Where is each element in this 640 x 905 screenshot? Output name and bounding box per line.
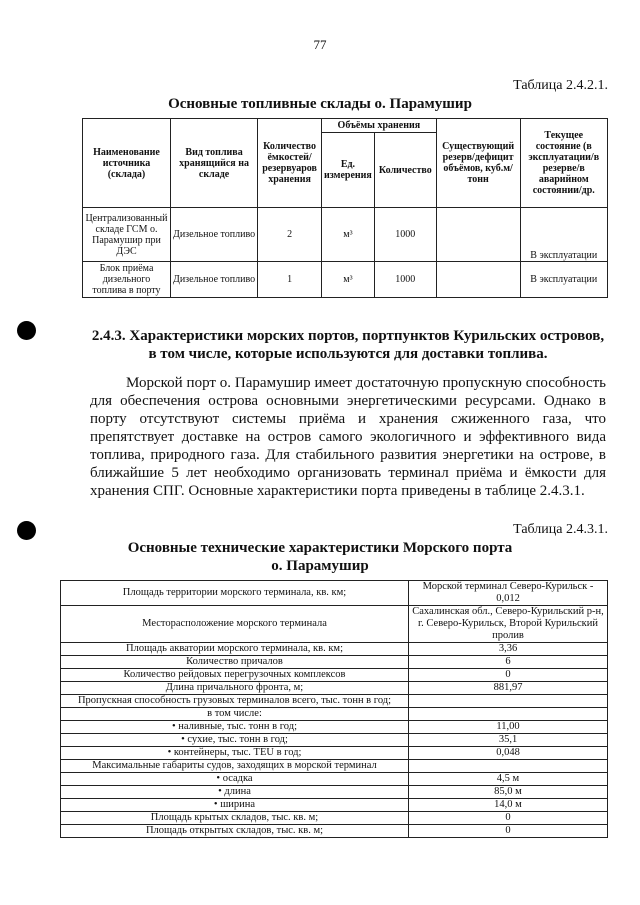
table1-caption: Таблица 2.4.2.1. <box>513 78 608 93</box>
row-value <box>409 760 608 773</box>
section-paragraph: Морской порт о. Парамушир имеет достаточную пропускную способность для обеспечения острова основными энергетическими ресурсами. Однако в порту отсутствуют системы приёма и хранения сжиженного газа, что препятствует доставке на остров самого экологичного и эффективного вида топлива, природного газа. Для стабильного развития энергетики на острове, в ближайшие 5 лет необходимо организовать терминал приёма и ёмкости для хранения СПГ. Основные характеристики порта приведены в таблице 2.4.3.1. <box>90 375 606 499</box>
row-label: Количество причалов <box>61 656 409 669</box>
row-value: Морской терминал Северо-Курильск - 0,012 <box>409 581 608 606</box>
header-count: Количество ёмкостей/ резервуаров хранения <box>258 119 322 208</box>
table-row <box>61 812 608 825</box>
header-name: Наименование источника (склада) <box>83 119 171 208</box>
header-existing: Существующий резерв/дефицит объёмов, куб.м/тонн <box>436 119 520 208</box>
row-label: Площадь акватории морского терминала, кв. км; <box>61 643 409 656</box>
header-qty: Количество <box>374 133 436 208</box>
margin-dot <box>17 521 36 540</box>
row-label: • сухие, тыс. тонн в год; <box>61 734 409 747</box>
table-row <box>61 606 608 643</box>
table-row <box>61 581 608 606</box>
row-value: 3,36 <box>409 643 608 656</box>
row-value: 6 <box>409 656 608 669</box>
table2-caption: Таблица 2.4.3.1. <box>513 522 608 537</box>
table2-title-line1: Основные технические характеристики Морского порта <box>127 540 513 556</box>
margin-dot <box>17 321 36 340</box>
table-row: Блок приёма дизельного топлива в порту Дизельное топливо 1 м³ 1000 В эксплуатации <box>83 262 608 298</box>
row-value: 35,1 <box>409 734 608 747</box>
row-value: 0 <box>409 669 608 682</box>
row-value: 11,00 <box>409 721 608 734</box>
row-value: 14,0 м <box>409 799 608 812</box>
table-row <box>61 825 608 838</box>
table-row <box>61 747 608 760</box>
row-value <box>409 695 608 708</box>
row-value: 0,048 <box>409 747 608 760</box>
row-value: 0 <box>409 825 608 838</box>
table-row <box>61 708 608 721</box>
fuel-depots-table <box>82 118 608 298</box>
port-characteristics-table <box>60 580 608 838</box>
row-label: • ширина <box>61 799 409 812</box>
table-row: Централизованный складе ГСМ о. Парамушир при ДЭС Дизельное топливо 2 м³ 1000 В эксплуатации <box>83 208 608 262</box>
row-label: Пропускная способность грузовых терминалов всего, тыс. тонн в год; <box>61 695 409 708</box>
row-label: Максимальные габариты судов, заходящих в морской терминал <box>61 760 409 773</box>
row-value: Сахалинская обл., Северо-Курильский р-н, г. Северо-Курильск, Второй Курильский пролив <box>409 606 608 643</box>
table-row <box>61 799 608 812</box>
header-unit: Ед. измерения <box>322 133 375 208</box>
row-value: 0 <box>409 812 608 825</box>
page-number: 77 <box>313 37 327 52</box>
row-label: • осадка <box>61 773 409 786</box>
row-label: Количество рейдовых перегрузочных комплексов <box>61 669 409 682</box>
table1-title: Основные топливные склады о. Парамушир <box>168 96 472 112</box>
row-value: 881,97 <box>409 682 608 695</box>
table-row <box>61 695 608 708</box>
row-label: • контейнеры, тыс. TEU в год; <box>61 747 409 760</box>
row-label: Площадь крытых складов, тыс. кв. м; <box>61 812 409 825</box>
table-row <box>61 656 608 669</box>
row-value <box>409 708 608 721</box>
table-row <box>61 773 608 786</box>
table-row <box>61 643 608 656</box>
row-label: Месторасположение морского терминала <box>61 606 409 643</box>
row-value: 4,5 м <box>409 773 608 786</box>
row-label: • длина <box>61 786 409 799</box>
row-label: Площадь территории морского терминала, кв. км; <box>61 581 409 606</box>
header-state: Текущее состояние (в эксплуатации/в резерве/в аварийном состоянии/др. <box>520 119 608 208</box>
section-heading: 2.4.3. Характеристики морских портов, портпунктов Курильских островов, в том числе, которые используются для доставки топлива. <box>91 328 605 362</box>
row-value: 85,0 м <box>409 786 608 799</box>
table-row <box>61 760 608 773</box>
header-volumes: Объёмы хранения <box>322 119 437 133</box>
table2-title-line2: о. Парамушир <box>271 558 369 574</box>
table-row <box>61 721 608 734</box>
row-label: в том числе: <box>61 708 409 721</box>
table-row <box>61 669 608 682</box>
table-row <box>61 734 608 747</box>
header-fuel: Вид топлива хранящийся на складе <box>170 119 257 208</box>
table-row <box>61 682 608 695</box>
row-label: Площадь открытых складов, тыс. кв. м; <box>61 825 409 838</box>
table-row <box>61 786 608 799</box>
row-label: Длина причального фронта, м; <box>61 682 409 695</box>
row-label: • наливные, тыс. тонн в год; <box>61 721 409 734</box>
